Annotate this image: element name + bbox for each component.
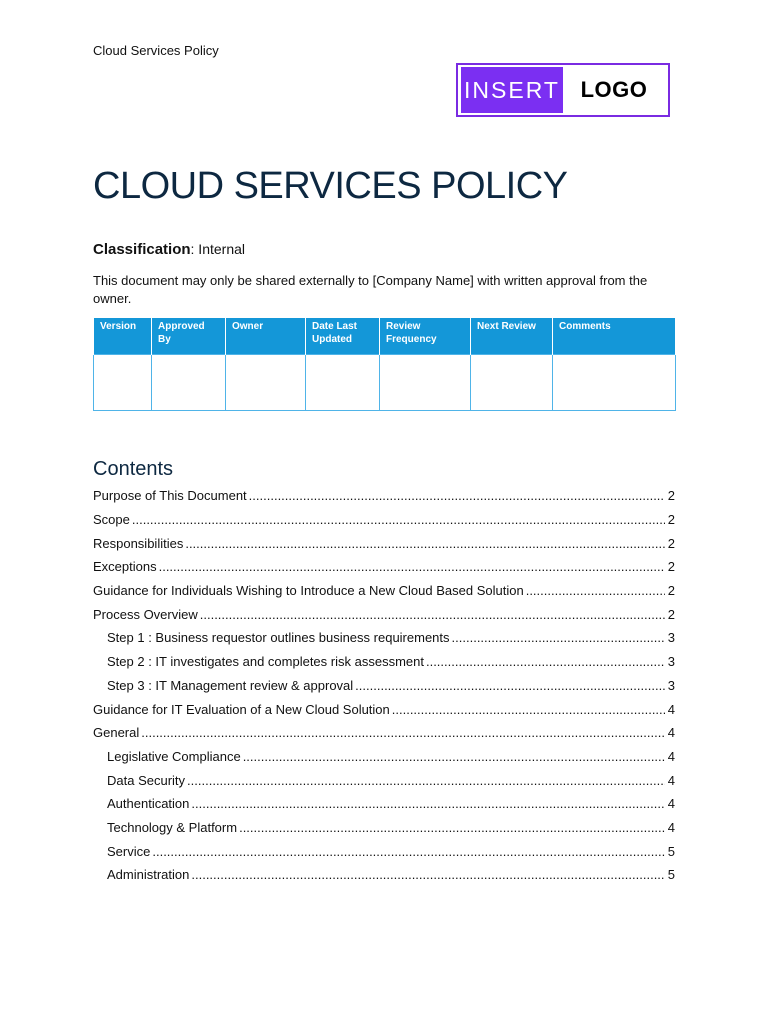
toc-leader-dots <box>452 630 665 645</box>
toc-leader-dots <box>159 559 665 574</box>
toc-entry-title: Process Overview <box>93 606 198 622</box>
toc-leader-dots <box>526 583 665 598</box>
table-body <box>94 354 676 410</box>
table-header-cell: Version <box>94 318 152 354</box>
toc-entry[interactable] <box>93 792 675 816</box>
table-header-cell: Next Review <box>471 318 553 354</box>
toc-entry-page: 2 <box>667 606 675 622</box>
toc-leader-dots <box>191 867 665 882</box>
toc-entry[interactable] <box>93 839 675 863</box>
toc-entry-page: 4 <box>667 748 675 764</box>
logo-placeholder <box>456 63 670 117</box>
toc-entry-page: 3 <box>667 654 675 670</box>
toc-entry[interactable] <box>93 508 675 532</box>
toc-leader-dots <box>191 796 665 811</box>
toc-leader-dots <box>239 820 665 835</box>
table-header-cell: Review Frequency <box>380 318 471 354</box>
toc-entry-page: 5 <box>667 867 675 883</box>
toc-leader-dots <box>355 678 665 693</box>
toc-entry-title: Administration <box>107 867 190 883</box>
toc-entry-title: Technology & Platform <box>107 819 238 835</box>
table-cell[interactable] <box>471 354 553 410</box>
toc-entry-title: Authentication <box>107 796 190 812</box>
toc-entry-title: Responsibilities <box>93 535 184 551</box>
toc-entry-page: 5 <box>667 843 675 859</box>
toc-entry[interactable] <box>93 650 675 674</box>
toc-entry-page: 2 <box>667 512 675 528</box>
toc-entry-title: Step 3 : IT Management review & approval <box>107 677 354 693</box>
toc-leader-dots <box>185 536 665 551</box>
toc-leader-dots <box>426 654 665 669</box>
toc-entry[interactable] <box>93 863 675 887</box>
table-cell[interactable] <box>226 354 306 410</box>
logo-word: LOGO <box>580 77 648 102</box>
toc-entry-title: Guidance for IT Evaluation of a New Cloud Solution <box>93 701 390 717</box>
contents-heading: Contents <box>93 458 174 480</box>
toc-entry-page: 2 <box>667 583 675 599</box>
classification-label: Classification <box>93 241 191 258</box>
table-header-cell: Comments <box>553 318 676 354</box>
table-header-row <box>94 318 676 354</box>
toc-entry-page: 2 <box>667 535 675 551</box>
document-title: CLOUD SERVICES POLICY <box>93 165 568 207</box>
toc-entry[interactable] <box>93 721 675 745</box>
toc-entry[interactable] <box>93 602 675 626</box>
toc-entry-page: 3 <box>667 677 675 693</box>
toc-leader-dots <box>249 488 665 503</box>
toc-entry[interactable] <box>93 531 675 555</box>
toc-entry[interactable] <box>93 674 675 698</box>
toc-entry-title: General <box>93 725 140 741</box>
toc-entry-page: 4 <box>667 725 675 741</box>
toc-leader-dots <box>152 844 665 859</box>
toc-entry-title: Step 1 : Business requestor outlines business requirements <box>107 630 450 646</box>
toc-entry-title: Guidance for Individuals Wishing to Introduce a New Cloud Based Solution <box>93 583 524 599</box>
classification-line <box>93 241 245 258</box>
toc-entry-title: Exceptions <box>93 559 157 575</box>
toc-entry[interactable] <box>93 745 675 769</box>
toc-leader-dots <box>187 773 665 788</box>
toc-entry-title: Legislative Compliance <box>107 748 241 764</box>
table-cell[interactable] <box>152 354 226 410</box>
toc-entry-page: 2 <box>667 488 675 504</box>
toc-entry[interactable] <box>93 579 675 603</box>
toc-entry-title: Data Security <box>107 772 186 788</box>
running-header: Cloud Services Policy <box>93 43 219 58</box>
toc-entry-page: 3 <box>667 630 675 646</box>
table-of-contents <box>93 484 675 887</box>
toc-leader-dots <box>200 607 665 622</box>
toc-leader-dots <box>132 512 665 527</box>
toc-leader-dots <box>392 702 665 717</box>
version-control-table <box>93 318 676 411</box>
toc-entry[interactable] <box>93 626 675 650</box>
toc-entry[interactable] <box>93 484 675 508</box>
table-cell[interactable] <box>306 354 380 410</box>
toc-entry[interactable] <box>93 816 675 840</box>
table-cell[interactable] <box>553 354 676 410</box>
table-header-cell: Owner <box>226 318 306 354</box>
table-header-cell: Date Last Updated <box>306 318 380 354</box>
toc-entry-page: 2 <box>667 559 675 575</box>
table-row <box>94 354 676 410</box>
logo-insert-block: INSERT <box>461 67 563 113</box>
toc-entry-page: 4 <box>667 772 675 788</box>
toc-entry-title: Service <box>107 843 151 859</box>
toc-entry-page: 4 <box>667 819 675 835</box>
sharing-note: This document may only be shared externally to [Company Name] with written approval from the owner. <box>93 273 648 306</box>
toc-entry-title: Scope <box>93 512 130 528</box>
classification-value: : Internal <box>190 241 246 257</box>
toc-entry[interactable] <box>93 555 675 579</box>
toc-entry[interactable] <box>93 697 675 721</box>
table-cell[interactable] <box>380 354 471 410</box>
toc-entry-title: Purpose of This Document <box>93 488 247 504</box>
toc-entry[interactable] <box>93 768 675 792</box>
table-cell[interactable] <box>94 354 152 410</box>
toc-entry-page: 4 <box>667 796 675 812</box>
toc-entry-page: 4 <box>667 701 675 717</box>
table-header-cell: Approved By <box>152 318 226 354</box>
toc-leader-dots <box>141 725 665 740</box>
toc-leader-dots <box>243 749 665 764</box>
toc-entry-title: Step 2 : IT investigates and completes risk assessment <box>107 654 424 670</box>
